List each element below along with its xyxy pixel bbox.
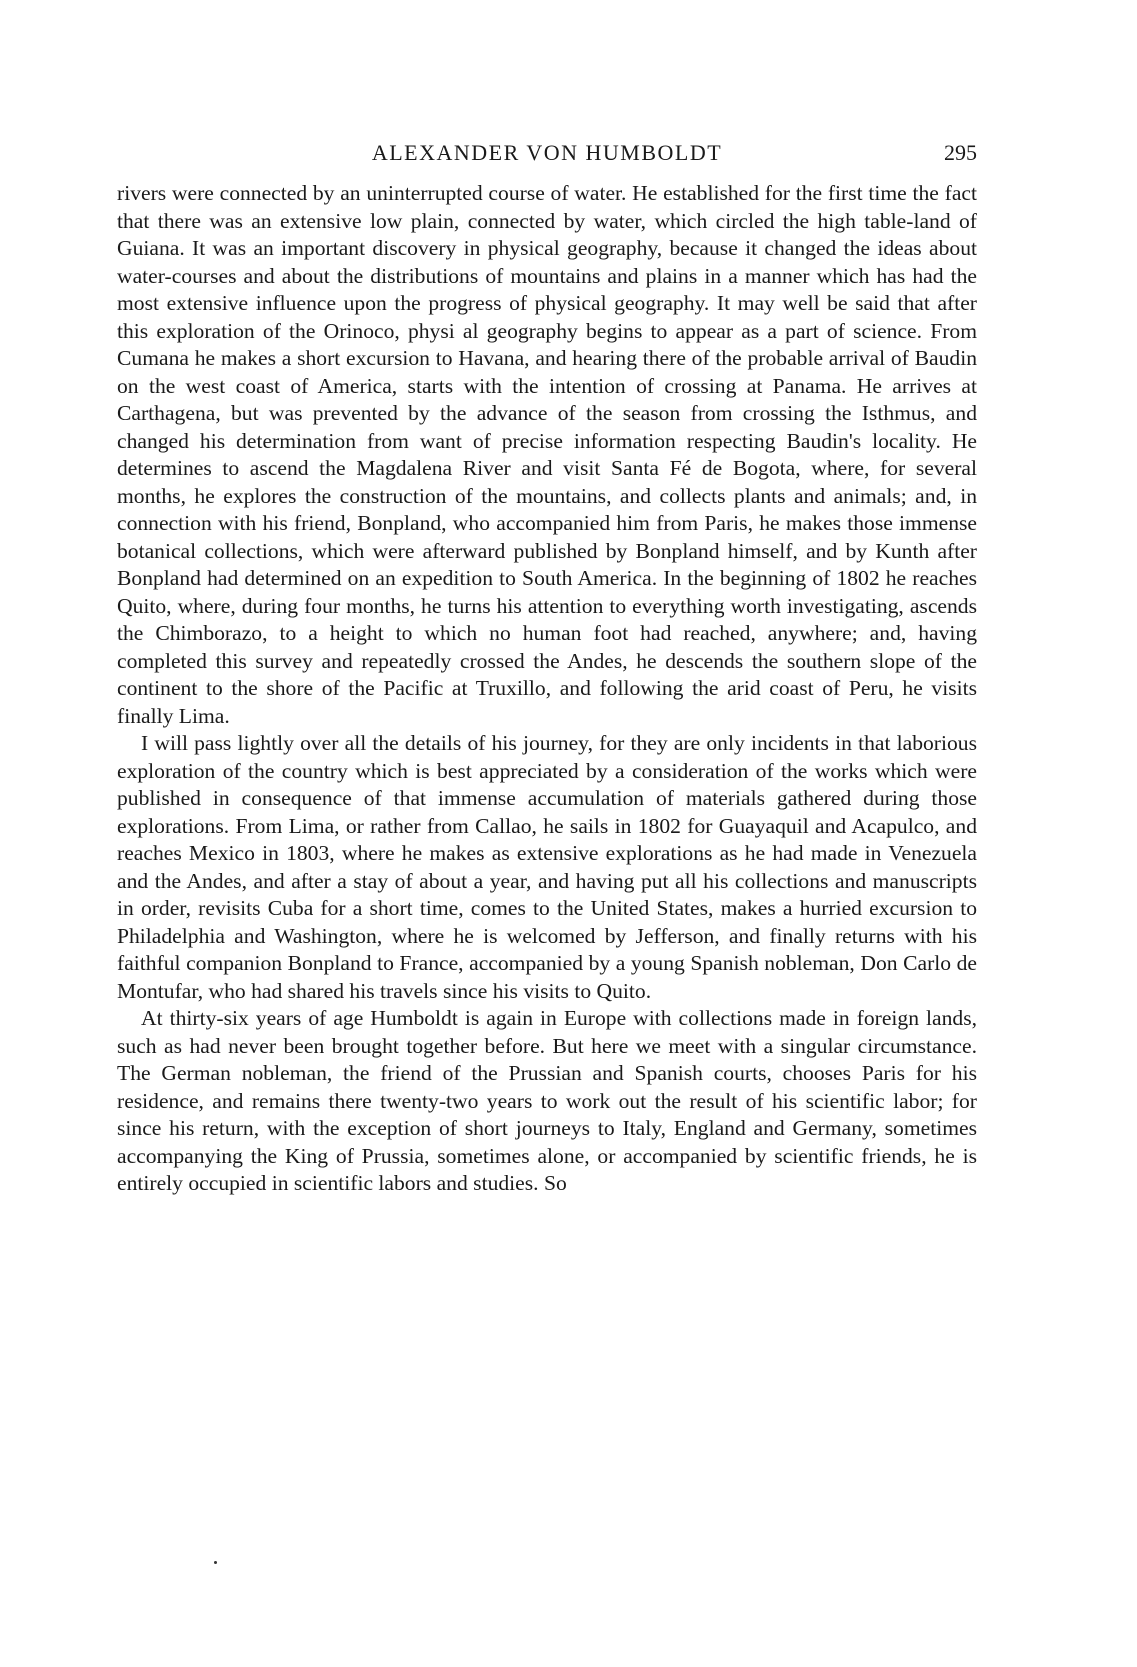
paragraph-2: I will pass lightly over all the details of his journey, for they are only incidents in that laborious exploration of the country which is best appreciated by a consideration of the works which were published in consequence of that immense accumulation of materials gathered during those explorations. From Lima, or rather from Callao, he sails in 1802 for Guayaquil and Acapulco, and reaches Mexico in 1803, where he makes as extensive explorations as he had made in Venezuela and the Andes, and after a stay of about a year, and having put all his collections and manuscripts in order, revisits Cuba for a short time, comes to the United States, makes a hurried excursion to Philadelphia and Washington, where he is welcomed by Jefferson, and finally returns with his faithful companion Bonpland to France, accompanied by a young Spanish nobleman, Don Carlo de Montufar, who had shared his travels since his visits to Quito. — [117, 731, 977, 1003]
running-title: ALEXANDER VON HUMBOLDT — [371, 140, 723, 165]
page-header — [117, 140, 977, 176]
book-page — [117, 140, 977, 1198]
ink-speck — [214, 1561, 217, 1564]
paragraph-3: At thirty-six years of age Humboldt is again in Europe with collections made in foreign lands, such as had never been brought together before. But here we meet with a singular circumstance. The German nobleman, the friend of the Prussian and Spanish courts, chooses Paris for his residence, and remains there twenty-two years to work out the result of his scientific labor; for since his return, with the exception of short journeys to Italy, England and Germany, sometimes accompanying the King of Prussia, sometimes alone, or accompanied by scientific friends, he is entirely occupied in scientific labors and studies. So — [117, 1006, 977, 1195]
body-text — [117, 180, 977, 1198]
page-number: 295 — [944, 140, 977, 165]
paragraph-1: rivers were connected by an uninterrupted course of water. He established for the first time the fact that there was an extensive low plain, connected by water, which circled the high table-land of Guiana. It was an important discovery in physical geography, because it changed the ideas about water-courses and about the distributions of mountains and plains in a manner which has had the most extensive influence upon the progress of physical geography. It may well be said that after this exploration of the Orinoco, physi al geography begins to appear as a part of science. From Cumana he makes a short excursion to Havana, and hearing there of the probable arrival of Baudin on the west coast of America, starts with the intention of crossing at Panama. He arrives at Carthagena, but was prevented by the advance of the season from crossing the Isthmus, and changed his determination from want of precise information respecting Baudin's locality. He determines to ascend the Magdalena River and visit Santa Fé de Bogota, where, for several months, he explores the construction of the mountains, and collects plants and animals; and, in connection with his friend, Bonpland, who accompanied him from Paris, he makes those immense botanical collections, which were afterward published by Bonpland himself, and by Kunth after Bonpland had determined on an expedition to South America. In the beginning of 1802 he reaches Quito, where, during four months, he turns his attention to everything worth investigating, ascends the Chimborazo, to a height to which no human foot had reached, anywhere; and, having completed this survey and repeatedly crossed the Andes, he descends the southern slope of the continent to the shore of the Pacific at Truxillo, and following the arid coast of Peru, he visits finally Lima. — [117, 181, 977, 728]
